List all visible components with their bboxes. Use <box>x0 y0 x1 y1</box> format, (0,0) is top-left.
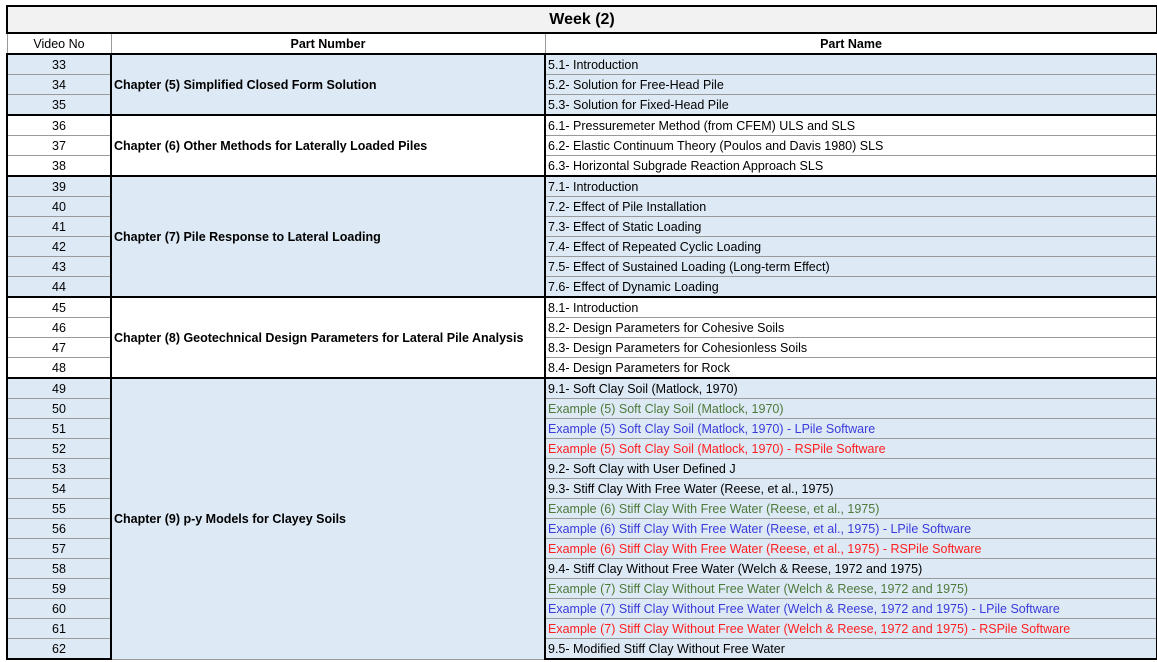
part-name-cell[interactable]: 7.6- Effect of Dynamic Loading <box>545 277 1157 298</box>
video-number-cell[interactable]: 62 <box>7 639 111 660</box>
header-video-no[interactable]: Video No <box>7 33 111 54</box>
video-number-cell[interactable]: 51 <box>7 419 111 439</box>
video-number-cell[interactable]: 57 <box>7 539 111 559</box>
part-number-cell[interactable]: Chapter (5) Simplified Closed Form Solution <box>111 54 545 115</box>
part-name-cell[interactable]: 9.5- Modified Stiff Clay Without Free Water <box>545 639 1157 660</box>
part-name-cell[interactable]: 7.5- Effect of Sustained Loading (Long-term Effect) <box>545 257 1157 277</box>
video-number-cell[interactable]: 59 <box>7 579 111 599</box>
part-number-cell[interactable]: Chapter (7) Pile Response to Lateral Loading <box>111 176 545 297</box>
video-number-cell[interactable]: 54 <box>7 479 111 499</box>
video-number-cell[interactable]: 35 <box>7 95 111 116</box>
part-name-cell[interactable]: 9.4- Stiff Clay Without Free Water (Welch & Reese, 1972 and 1975) <box>545 559 1157 579</box>
part-name-cell[interactable]: Example (7) Stiff Clay Without Free Water (Welch & Reese, 1972 and 1975) - LPile Software <box>545 599 1157 619</box>
video-number-cell[interactable]: 37 <box>7 136 111 156</box>
video-number-cell[interactable]: 58 <box>7 559 111 579</box>
part-name-cell[interactable]: Example (6) Stiff Clay With Free Water (Reese, et al., 1975) - RSPile Software <box>545 539 1157 559</box>
part-name-cell[interactable]: 9.1- Soft Clay Soil (Matlock, 1970) <box>545 378 1157 399</box>
video-number-cell[interactable]: 48 <box>7 358 111 379</box>
part-number-cell[interactable]: Chapter (6) Other Methods for Laterally Loaded Piles <box>111 115 545 176</box>
video-number-cell[interactable]: 56 <box>7 519 111 539</box>
header-part-number[interactable]: Part Number <box>111 33 545 54</box>
video-number-cell[interactable]: 34 <box>7 75 111 95</box>
video-number-cell[interactable]: 53 <box>7 459 111 479</box>
video-number-cell[interactable]: 49 <box>7 378 111 399</box>
part-name-cell[interactable]: Example (7) Stiff Clay Without Free Water (Welch & Reese, 1972 and 1975) <box>545 579 1157 599</box>
week-table <box>6 5 1157 660</box>
part-name-cell[interactable]: 7.4- Effect of Repeated Cyclic Loading <box>545 237 1157 257</box>
part-name-cell[interactable]: 8.2- Design Parameters for Cohesive Soils <box>545 318 1157 338</box>
video-number-cell[interactable]: 38 <box>7 156 111 177</box>
video-number-cell[interactable]: 45 <box>7 297 111 318</box>
part-name-cell[interactable]: Example (7) Stiff Clay Without Free Water (Welch & Reese, 1972 and 1975) - RSPile Software <box>545 619 1157 639</box>
table-row <box>7 176 1157 197</box>
video-number-cell[interactable]: 60 <box>7 599 111 619</box>
table-row <box>7 378 1157 399</box>
video-number-cell[interactable]: 47 <box>7 338 111 358</box>
table-row <box>7 115 1157 136</box>
part-name-cell[interactable]: 9.3- Stiff Clay With Free Water (Reese, et al., 1975) <box>545 479 1157 499</box>
table-row <box>7 297 1157 318</box>
part-name-cell[interactable]: 7.2- Effect of Pile Installation <box>545 197 1157 217</box>
video-number-cell[interactable]: 42 <box>7 237 111 257</box>
part-name-cell[interactable]: 6.3- Horizontal Subgrade Reaction Approach SLS <box>545 156 1157 177</box>
video-number-cell[interactable]: 55 <box>7 499 111 519</box>
video-number-cell[interactable]: 46 <box>7 318 111 338</box>
video-number-cell[interactable]: 36 <box>7 115 111 136</box>
part-number-cell[interactable]: Chapter (8) Geotechnical Design Parameters for Lateral Pile Analysis <box>111 297 545 378</box>
part-name-cell[interactable]: Example (6) Stiff Clay With Free Water (Reese, et al., 1975) <box>545 499 1157 519</box>
part-name-cell[interactable]: 7.3- Effect of Static Loading <box>545 217 1157 237</box>
part-name-cell[interactable]: Example (5) Soft Clay Soil (Matlock, 1970) <box>545 399 1157 419</box>
video-number-cell[interactable]: 52 <box>7 439 111 459</box>
part-name-cell[interactable]: Example (5) Soft Clay Soil (Matlock, 1970) - LPile Software <box>545 419 1157 439</box>
part-name-cell[interactable]: 8.4- Design Parameters for Rock <box>545 358 1157 379</box>
video-number-cell[interactable]: 39 <box>7 176 111 197</box>
part-name-cell[interactable]: Example (6) Stiff Clay With Free Water (Reese, et al., 1975) - LPile Software <box>545 519 1157 539</box>
table-row <box>7 54 1157 75</box>
part-name-cell[interactable]: 8.3- Design Parameters for Cohesionless Soils <box>545 338 1157 358</box>
video-number-cell[interactable]: 61 <box>7 619 111 639</box>
video-number-cell[interactable]: 33 <box>7 54 111 75</box>
table-body <box>7 54 1157 659</box>
spreadsheet <box>6 5 1156 660</box>
part-number-cell[interactable]: Chapter (9) p-y Models for Clayey Soils <box>111 378 545 659</box>
video-number-cell[interactable]: 41 <box>7 217 111 237</box>
part-name-cell[interactable]: 6.2- Elastic Continuum Theory (Poulos and Davis 1980) SLS <box>545 136 1157 156</box>
week-title[interactable]: Week (2) <box>7 6 1157 33</box>
part-name-cell[interactable]: 5.1- Introduction <box>545 54 1157 75</box>
header-part-name[interactable]: Part Name <box>545 33 1157 54</box>
part-name-cell[interactable]: 6.1- Pressuremeter Method (from CFEM) ULS and SLS <box>545 115 1157 136</box>
video-number-cell[interactable]: 50 <box>7 399 111 419</box>
part-name-cell[interactable]: 8.1- Introduction <box>545 297 1157 318</box>
video-number-cell[interactable]: 43 <box>7 257 111 277</box>
part-name-cell[interactable]: 9.2- Soft Clay with User Defined J <box>545 459 1157 479</box>
part-name-cell[interactable]: 5.3- Solution for Fixed-Head Pile <box>545 95 1157 116</box>
video-number-cell[interactable]: 40 <box>7 197 111 217</box>
part-name-cell[interactable]: 7.1- Introduction <box>545 176 1157 197</box>
part-name-cell[interactable]: 5.2- Solution for Free-Head Pile <box>545 75 1157 95</box>
part-name-cell[interactable]: Example (5) Soft Clay Soil (Matlock, 1970) - RSPile Software <box>545 439 1157 459</box>
video-number-cell[interactable]: 44 <box>7 277 111 298</box>
